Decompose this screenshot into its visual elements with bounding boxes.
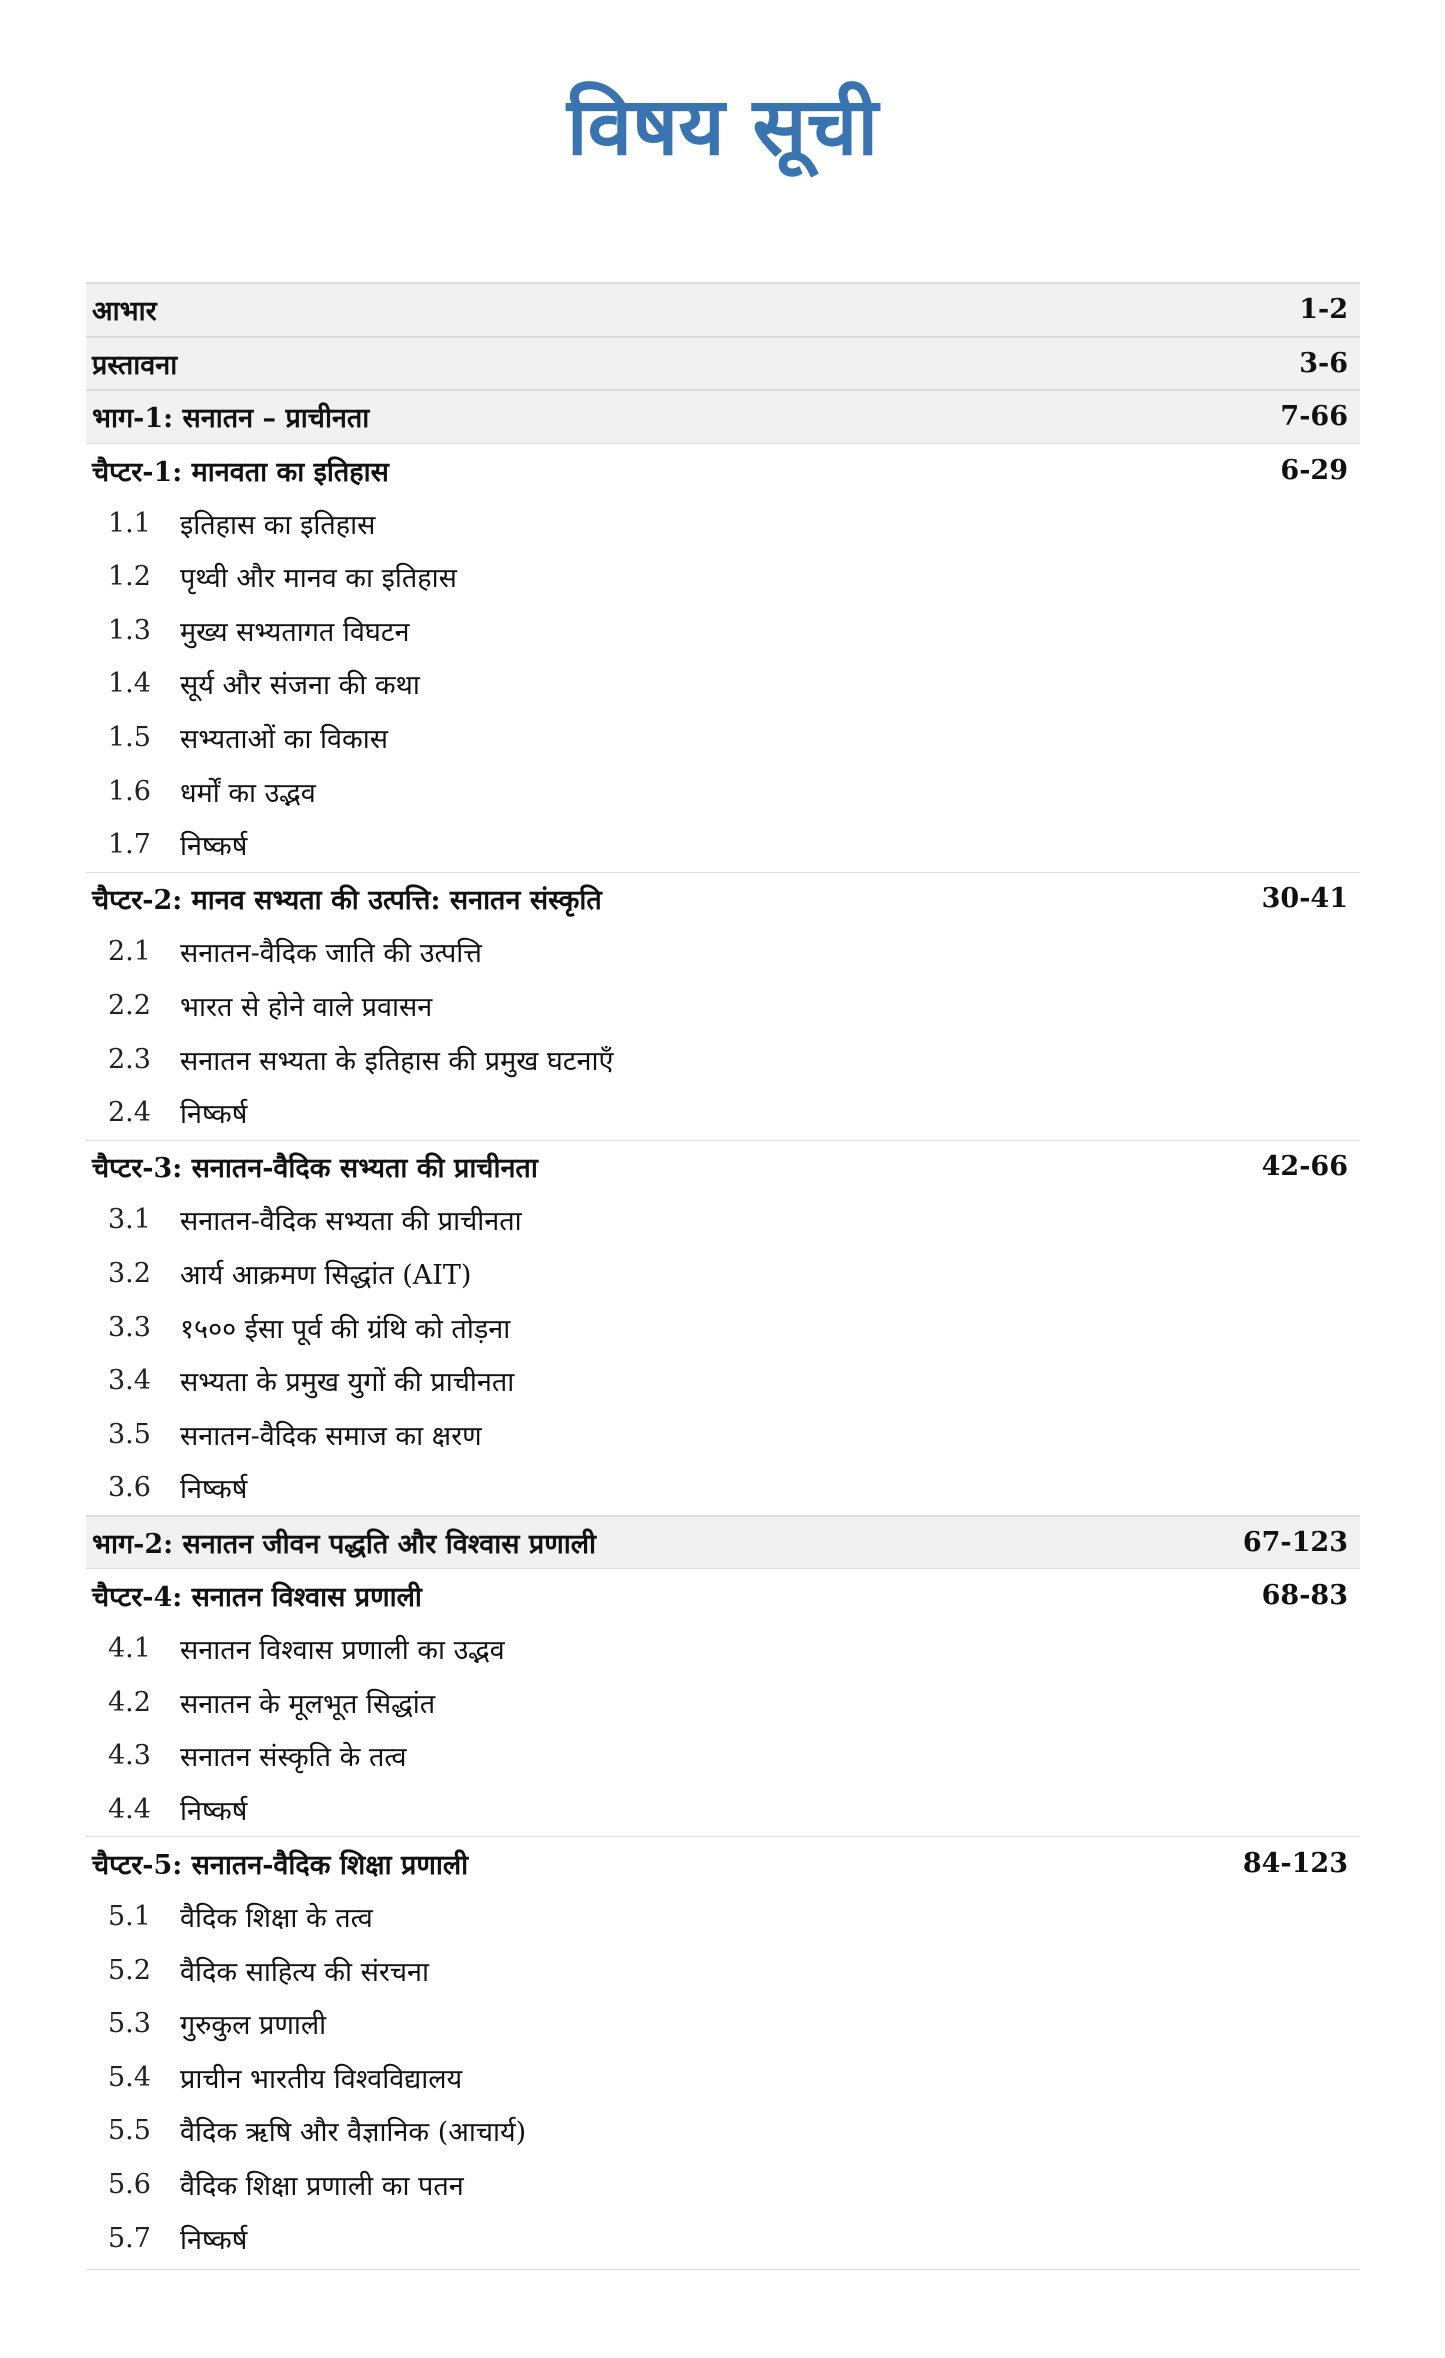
page-range: 84-123 (1242, 1848, 1348, 1880)
toc-part-row (86, 282, 1360, 336)
toc-section-row (86, 711, 1360, 765)
section-number: 3.1 (108, 1204, 151, 1236)
section-number: 1.1 (108, 507, 151, 539)
section-number: 3.5 (108, 1418, 151, 1450)
toc-section-row (86, 2051, 1360, 2105)
toc-section-row (86, 1675, 1360, 1729)
section-title: १५०० ईसा पूर्व की ग्रंथि को तोड़ना (180, 1313, 511, 1345)
toc-part-row (86, 389, 1360, 443)
toc-part-row (86, 1515, 1360, 1569)
toc-section-row (86, 550, 1360, 604)
page-range: 68-83 (1261, 1580, 1348, 1612)
toc-section-row (86, 1890, 1360, 1944)
section-number: 3.2 (108, 1257, 151, 1289)
section-title: गुरुकुल प्रणाली (180, 2010, 327, 2042)
page-range: 7-66 (1280, 401, 1348, 433)
section-title: निष्कर्ष (180, 1795, 248, 1827)
section-number: 5.2 (108, 1954, 151, 1986)
part-title: भाग-2: सनातन जीवन पद्धति और विश्वास प्रणाली (92, 1528, 597, 1560)
section-title: वैदिक शिक्षा के तत्व (180, 1903, 373, 1935)
toc-section-row (86, 2104, 1360, 2158)
section-number: 1.7 (108, 829, 151, 861)
section-title: सनातन-वैदिक सभ्यता की प्राचीनता (180, 1206, 522, 1238)
section-title: निष्कर्ष (180, 831, 248, 863)
section-title: प्राचीन भारतीय विश्वविद्यालय (180, 2063, 463, 2095)
section-title: वैदिक साहित्य की संरचना (180, 1956, 430, 1988)
toc-section-row (86, 1032, 1360, 1086)
section-number: 1.6 (108, 775, 151, 807)
page-title: विषय सूची (566, 80, 879, 173)
part-title: आभार (92, 296, 157, 328)
section-title: सनातन संस्कृति के तत्व (180, 1742, 407, 1774)
toc-section-row (86, 496, 1360, 550)
chapter-title: चैप्टर-3: सनातन-वैदिक सभ्यता की प्राचीनता (92, 1153, 538, 1185)
page-range: 30-41 (1261, 883, 1348, 915)
chapter-title: चैप्टर-1: मानवता का इतिहास (92, 456, 389, 488)
section-title: निष्कर्ष (180, 1474, 248, 1506)
section-number: 1.5 (108, 722, 151, 754)
section-title: सनातन-वैदिक समाज का क्षरण (180, 1420, 482, 1452)
page-range: 6-29 (1280, 454, 1348, 486)
section-number: 2.3 (108, 1043, 151, 1075)
section-number: 1.2 (108, 561, 151, 593)
chapter-title: चैप्टर-2: मानव सभ्यता की उत्पत्ति: सनातन संस्कृति (92, 885, 602, 917)
section-title: सनातन विश्वास प्रणाली का उद्भव (180, 1635, 505, 1667)
toc-section-row (86, 818, 1360, 872)
page-range: 1-2 (1299, 294, 1348, 326)
chapter-title: चैप्टर-5: सनातन-वैदिक शिक्षा प्रणाली (92, 1850, 469, 1882)
toc-part-row (86, 336, 1360, 390)
toc-section-row (86, 1729, 1360, 1783)
section-number: 5.7 (108, 2222, 151, 2254)
toc-section-row (86, 1461, 1360, 1515)
section-title: निष्कर्ष (180, 2224, 248, 2256)
section-number: 5.6 (108, 2169, 151, 2201)
toc-section-row (86, 1193, 1360, 1247)
toc-section-row (86, 1247, 1360, 1301)
section-number: 4.4 (108, 1793, 151, 1825)
page-range: 67-123 (1242, 1526, 1348, 1558)
toc-section-row (86, 1943, 1360, 1997)
section-title: आर्य आक्रमण सिद्धांत (AIT) (180, 1259, 472, 1291)
section-title: सभ्यताओं का विकास (180, 724, 389, 756)
section-number: 5.3 (108, 2008, 151, 2040)
section-number: 3.4 (108, 1365, 151, 1397)
toc-section-row (86, 657, 1360, 711)
table-of-contents (86, 282, 1360, 2265)
section-number: 5.5 (108, 2115, 151, 2147)
toc-section-row (86, 1300, 1360, 1354)
section-title: इतिहास का इतिहास (180, 509, 376, 541)
toc-section-row (86, 1407, 1360, 1461)
toc-section-row (86, 604, 1360, 658)
toc-chapter-row (86, 443, 1360, 497)
toc-section-row (86, 1086, 1360, 1140)
section-number: 3.6 (108, 1472, 151, 1504)
section-title: सनातन-वैदिक जाति की उत्पत्ति (180, 938, 482, 970)
section-title: धर्मों का उद्भव (180, 777, 316, 809)
section-number: 1.4 (108, 668, 151, 700)
toc-chapter-row (86, 872, 1360, 926)
section-number: 1.3 (108, 614, 151, 646)
section-title: वैदिक शिक्षा प्रणाली का पतन (180, 2171, 464, 2203)
section-number: 5.4 (108, 2061, 151, 2093)
section-number: 4.1 (108, 1633, 151, 1665)
toc-section-row (86, 1997, 1360, 2051)
toc-section-row (86, 764, 1360, 818)
toc-section-row (86, 2158, 1360, 2212)
section-number: 2.2 (108, 990, 151, 1022)
section-number: 4.3 (108, 1740, 151, 1772)
section-title: मुख्य सभ्यतागत विघटन (180, 616, 410, 648)
section-number: 5.1 (108, 1901, 151, 1933)
section-number: 2.4 (108, 1097, 151, 1129)
section-number: 2.1 (108, 936, 151, 968)
section-title: सभ्यता के प्रमुख युगों की प्राचीनता (180, 1367, 515, 1399)
section-title: निष्कर्ष (180, 1099, 248, 1131)
toc-section-row (86, 1783, 1360, 1837)
part-title: भाग-1: सनातन – प्राचीनता (92, 403, 370, 435)
toc-section-row (86, 1622, 1360, 1676)
section-title: सनातन के मूलभूत सिद्धांत (180, 1688, 436, 1720)
section-number: 3.3 (108, 1311, 151, 1343)
section-title: सनातन सभ्यता के इतिहास की प्रमुख घटनाएँ (180, 1045, 614, 1077)
toc-section-row (86, 925, 1360, 979)
section-title: भारत से होने वाले प्रवासन (180, 992, 433, 1024)
toc-chapter-row (86, 1836, 1360, 1890)
section-title: वैदिक ऋषि और वैज्ञानिक (आचार्य) (180, 2117, 527, 2149)
section-title: पृथ्वी और मानव का इतिहास (180, 563, 457, 595)
section-number: 4.2 (108, 1686, 151, 1718)
toc-section-row (86, 1354, 1360, 1408)
page-range: 42-66 (1261, 1151, 1348, 1183)
toc-section-row (86, 2211, 1360, 2265)
section-title: सूर्य और संजना की कथा (180, 670, 420, 702)
toc-chapter-row (86, 1140, 1360, 1194)
chapter-title: चैप्टर-4: सनातन विश्वास प्रणाली (92, 1582, 422, 1614)
page-range: 3-6 (1299, 347, 1348, 379)
part-title: प्रस्तावना (92, 349, 178, 381)
toc-section-row (86, 979, 1360, 1033)
toc-chapter-row (86, 1568, 1360, 1622)
bottom-divider (86, 2269, 1360, 2270)
